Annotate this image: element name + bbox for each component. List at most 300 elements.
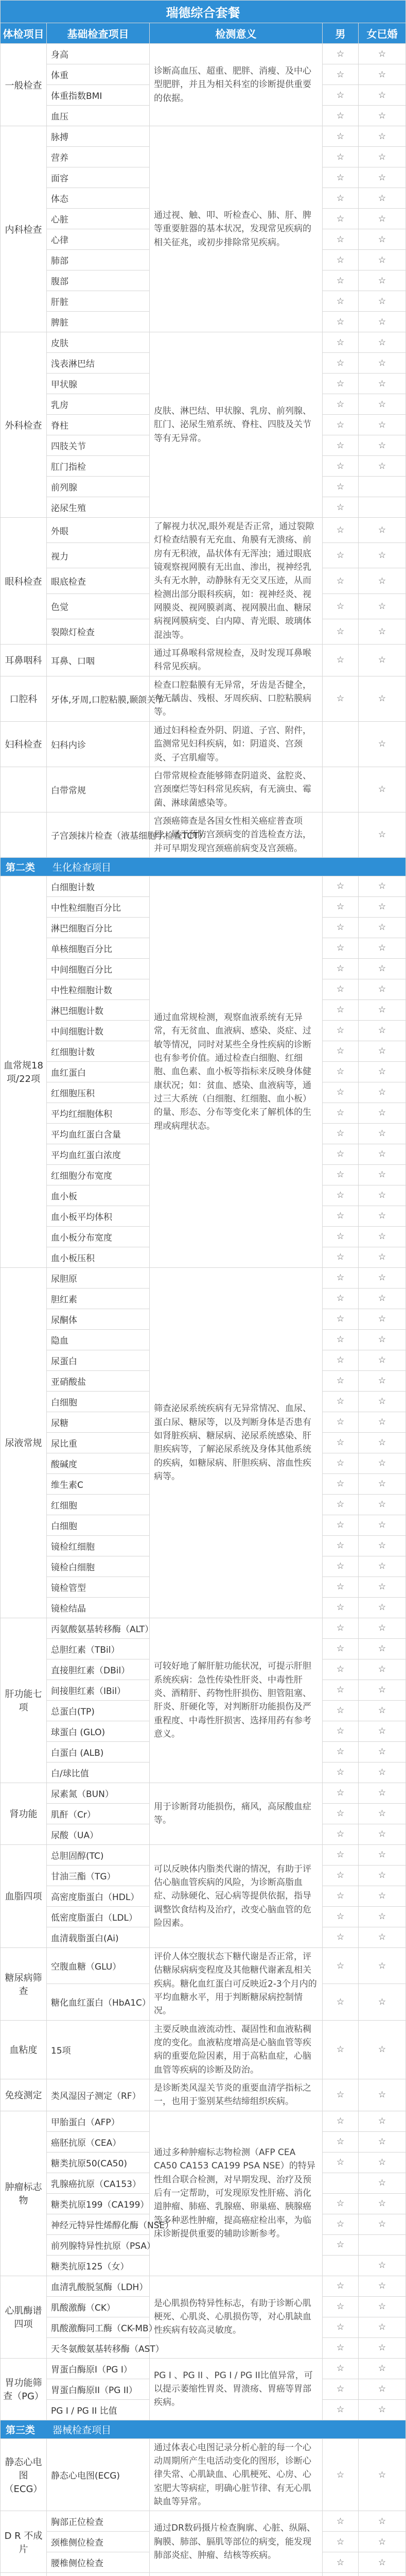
item-name: 镜检结晶 [47,1597,150,1618]
category-cell [1,2573,47,2576]
male-mark: ☆ [323,938,359,958]
item-name: 血压 [47,106,150,126]
header-row [1,23,406,44]
male-mark: ☆ [323,1453,359,1473]
item-name: 营养 [47,147,150,167]
category-cell: D R 不成片 [1,2511,47,2573]
table-row [1,1783,406,1803]
female-mark: ☆ [359,2020,406,2079]
table-row [1,1844,406,1865]
item-name: 颈椎侧位检查 [47,2532,150,2552]
female-mark: ☆ [359,1721,406,1741]
item-name: 体重指数BMI [47,85,150,106]
male-mark: ☆ [323,2532,359,2552]
male-mark: ☆ [323,1494,359,1515]
item-name: 心脏 [47,209,150,229]
female-mark: ☆ [359,1783,406,1803]
male-mark: ☆ [323,209,359,229]
item-name: 中间细胞百分比 [47,958,150,979]
female-mark: ☆ [359,1103,406,1123]
male-mark: ☆ [323,1329,359,1350]
female-mark: ☆ [359,1803,406,1824]
female-mark: ☆ [359,415,406,435]
male-mark: ☆ [323,415,359,435]
female-mark: ☆ [359,44,406,64]
male-mark: ☆ [323,1721,359,1741]
category-cell: 一般检查 [1,44,47,126]
item-name: 胃蛋白酶原II（PG II） [47,2379,150,2399]
item-name: 前列腺 [47,477,150,497]
female-mark: ☆ [359,1329,406,1350]
male-mark: ☆ [323,2214,359,2234]
male-mark: ☆ [323,1577,359,1597]
table-row [1,2276,406,2296]
table-row [1,126,406,147]
meaning-cell: 可以反映体内脂类代谢的情况，有助于评估心脑血管疾病的风险，为诊断高脂血症、动脉硬化、冠心病等提供依据，指导调整饮食结构及治疗，改变心脑血管的危险因素。 [150,1844,323,1947]
female-mark: ☆ [359,2276,406,2296]
male-mark: ☆ [323,1144,359,1164]
meaning-cell: 通过妇科检查外阴、阴道、子宫、附件，监测常见妇科疾病，如：阴道炎、宫颈炎、子宫肌瘤等。 [150,721,323,767]
item-name: 淋巴细胞计数 [47,999,150,1020]
female-mark: ☆ [359,2152,406,2173]
table-row [1,1618,406,1638]
header-male: 男 [323,23,359,44]
male-mark: ☆ [323,2438,359,2511]
header-female-married: 女已婚 [359,23,406,44]
male-mark: ☆ [323,1515,359,1535]
female-mark: ☆ [359,1391,406,1412]
male-mark: ☆ [323,2399,359,2420]
female-mark: ☆ [359,1515,406,1535]
female-mark: ☆ [359,1906,406,1927]
female-mark: ☆ [359,2532,406,2552]
item-name: 中间细胞计数 [47,1020,150,1041]
male-mark: ☆ [323,1206,359,1226]
category-cell: 胃功能筛查（PG） [1,2358,47,2420]
male-mark [323,2573,359,2576]
item-name: 直接胆红素（DBil） [47,1659,150,1680]
female-mark: ☆ [359,1082,406,1103]
item-name: 酸碱度 [47,1453,150,1473]
male-mark: ☆ [323,1824,359,1844]
category-cell [1,767,47,812]
female-mark: ☆ [359,1370,406,1391]
meaning-cell: 诊断高血压、超重、肥胖、消瘦、及中心型肥胖，并且为相关科室的诊断提供重要的依据。 [150,44,323,126]
male-mark: ☆ [323,1783,359,1803]
category-cell: 血常规18项/22项 [1,876,47,1267]
female-mark: ☆ [359,2111,406,2131]
male-mark: ☆ [323,1164,359,1185]
item-name: 丙氨酸氨基转移酶（ALT） [47,1618,150,1638]
item-name: 白细胞 [47,1391,150,1412]
item-name: 尿素氮（BUN） [47,1783,150,1803]
male-mark: ☆ [323,1618,359,1638]
male-mark: ☆ [323,543,359,568]
female-mark: ☆ [359,1350,406,1370]
item-name: 腹部 [47,270,150,291]
item-name: 类风湿因子测定（RF） [47,2079,150,2111]
female-mark: ☆ [359,1700,406,1721]
category-cell: 口腔科 [1,676,47,721]
item-name: 天冬氨酸氨基转移酶（AST） [47,2337,150,2358]
category-cell: 免疫测定 [1,2079,47,2111]
female-mark: ☆ [359,1123,406,1144]
item-name: 尿胆原 [47,1267,150,1288]
table-row [1,2511,406,2532]
section-label: 第二类 [6,861,36,873]
item-name: 血小板 [47,1185,150,1206]
female-mark: ☆ [359,594,406,619]
table-row [1,2573,406,2576]
female-mark: ☆ [359,721,406,767]
category-cell: 肾功能 [1,1783,47,1844]
male-mark: ☆ [323,1700,359,1721]
female-mark: ☆ [359,958,406,979]
meaning-cell: 通过血常规检测，观察血液系统有无异常，有无贫血、血液病、感染、炎症、过敏等情况，同时对某些全身性疾病的诊断也有参考价值。通过检查白细胞、红细胞、血色素、血小板等指标来反映身体健康状况；如：贫血、感染、血液病等，通过三大系统（白细胞、红细胞、血小板）的量、形态、分布等变化来了解机体的生理或病理状态。 [150,876,323,1267]
female-mark: ☆ [359,106,406,126]
female-mark [359,497,406,518]
male-mark: ☆ [323,518,359,543]
item-name: 肌酸激酶同工酶（CK-MB） [47,2317,150,2337]
male-mark: ☆ [323,394,359,415]
female-mark: ☆ [359,147,406,167]
item-name: 甲胎蛋白（AFP） [47,2111,150,2131]
item-name: 外眼 [47,518,150,543]
female-mark: ☆ [359,1288,406,1309]
section-name: 生化检查项目 [52,861,112,873]
male-mark: ☆ [323,1041,359,1061]
male-mark: ☆ [323,2296,359,2317]
item-name: 空腹血糖（GLU） [47,1947,150,1984]
item-name: 胆红素 [47,1288,150,1309]
male-mark: ☆ [323,999,359,1020]
item-name: 平均红细胞体积 [47,1103,150,1123]
meaning-cell: 了解视力状况,眼外观是否正常，通过裂隙灯检查结膜有无充血、角膜有无溃疡、前房有无积液，晶状体有无浑浊；通过眼底镜观察视网膜有无出血、渗出，视神经乳头有无水肿，动静脉有无交叉压迹，从而检测出部分眼科疾病，如：视神经炎、视网膜炎、视网膜剥离、视网膜出血、糖尿病视网膜病变、白内障、青光眼、玻璃体混浊等。 [150,518,323,645]
meaning-cell: 主要反映血液流动性、凝固性和血液粘稠度的变化。血液粘度增高是心脑血管等疾病的重要危险因素，用于高粘血症，心脑血管等疾病的诊断及防治。 [150,2020,323,2079]
female-mark: ☆ [359,209,406,229]
female-mark: ☆ [359,2399,406,2420]
male-mark: ☆ [323,1350,359,1370]
male-mark: ☆ [323,2131,359,2152]
meaning-cell: PG I 、PG II 、PG I / PG II比值异常，可以提示萎缩性胃炎、胃溃疡、胃癌等胃部疾病。 [150,2358,323,2420]
female-mark: ☆ [359,1535,406,1556]
male-mark: ☆ [323,1865,359,1886]
female-mark: ☆ [359,167,406,188]
item-name [47,2573,150,2576]
male-mark: ☆ [323,2079,359,2111]
category-cell: 妇科检查 [1,721,47,767]
male-mark: ☆ [323,2552,359,2573]
item-name: 体重 [47,64,150,85]
female-mark: ☆ [359,645,406,676]
female-mark: ☆ [359,1412,406,1432]
title-row [1,1,406,23]
item-name: 糖类抗原125（女） [47,2255,150,2276]
female-mark: ☆ [359,126,406,147]
male-mark: ☆ [323,44,359,64]
table-row [1,2358,406,2379]
male-mark [323,2173,359,2193]
female-mark: ☆ [359,2214,406,2234]
male-mark: ☆ [323,188,359,209]
item-name: 镜检管型 [47,1577,150,1597]
table-row [1,767,406,812]
male-mark: ☆ [323,2337,359,2358]
female-mark: ☆ [359,1432,406,1453]
female-mark: ☆ [359,1618,406,1638]
item-name: 静态心电图(ECG) [47,2438,150,2511]
item-name: 心律 [47,229,150,250]
female-mark: ☆ [359,1020,406,1041]
male-mark: ☆ [323,1370,359,1391]
male-mark: ☆ [323,1556,359,1577]
male-mark: ☆ [323,1432,359,1453]
female-mark: ☆ [359,896,406,917]
item-name: 泌尿生殖 [47,497,150,518]
female-mark: ☆ [359,2358,406,2379]
female-mark: ☆ [359,374,406,394]
item-name: 平均血红蛋白含量 [47,1123,150,1144]
male-mark: ☆ [323,64,359,85]
female-mark: ☆ [359,1824,406,1844]
male-mark: ☆ [323,594,359,619]
female-mark: ☆ [359,568,406,594]
female-mark: ☆ [359,270,406,291]
male-mark: ☆ [323,917,359,938]
female-mark: ☆ [359,456,406,477]
female-mark: ☆ [359,676,406,721]
table-row [1,1267,406,1288]
meaning-cell: 白带常规检查能够筛查阴道炎、盆腔炎、宫颈糜烂等妇科常见疾病，有无滴虫、霉菌、淋球菌感染等。 [150,767,323,812]
item-name: 胸部正位检查 [47,2511,150,2532]
female-mark: ☆ [359,1185,406,1206]
table-row [1,2020,406,2079]
item-name: 白带常规 [47,767,150,812]
male-mark: ☆ [323,958,359,979]
male-mark: ☆ [323,312,359,332]
female-mark: ☆ [359,1061,406,1082]
table-row [1,44,406,64]
item-name: 神经元特异性烯醇化酶（NSE） [47,2214,150,2234]
item-name: 身高 [47,44,150,64]
item-name: 腰椎侧位检查 [47,2552,150,2573]
category-cell: 眼科检查 [1,518,47,645]
female-mark: ☆ [359,2379,406,2399]
item-name: 平均血红蛋白浓度 [47,1144,150,1164]
item-name: 尿蛋白 [47,1350,150,1370]
item-name: 糖化血红蛋白（HbA1C） [47,1984,150,2020]
female-mark: ☆ [359,1680,406,1700]
female-mark [359,477,406,497]
male-mark: ☆ [323,1803,359,1824]
category-cell: 血脂四项 [1,1844,47,1947]
female-mark: ☆ [359,2438,406,2511]
item-name: 血红蛋白 [47,1061,150,1082]
item-name: 乳房 [47,394,150,415]
meaning-cell: 通过DR数码摄片检查胸廓、心脏、纵隔、胸膜、肺部、膈肌等部位的病变，能发现肺部炎症、肿瘤、结核等疾病。 [150,2511,323,2573]
item-name: 总胆红素（TBil） [47,1638,150,1659]
table-row [1,721,406,767]
female-mark: ☆ [359,332,406,353]
male-mark: ☆ [323,1061,359,1082]
table-row [1,676,406,721]
male-mark: ☆ [323,1947,359,1984]
item-name: 血小板压积 [47,1247,150,1267]
item-name: 体态 [47,188,150,209]
male-mark: ☆ [323,353,359,374]
category-cell: 内科检查 [1,126,47,332]
female-mark: ☆ [359,1494,406,1515]
female-mark: ☆ [359,1659,406,1680]
male-mark: ☆ [323,2379,359,2399]
female-mark: ☆ [359,2511,406,2532]
meaning-cell: 是诊断类风湿关节炎的重要血清学指标之一，也用于鉴别某些结缔组织疾病。 [150,2079,323,2111]
category-cell: 肿瘤标志物 [1,2111,47,2276]
item-name: 镜检红细胞 [47,1535,150,1556]
item-name: 眼底检查 [47,568,150,594]
male-mark: ☆ [323,1762,359,1783]
male-mark [323,721,359,767]
female-mark: ☆ [359,1226,406,1247]
male-mark: ☆ [323,1103,359,1123]
male-mark: ☆ [323,568,359,594]
female-mark: ☆ [359,312,406,332]
female-mark: ☆ [359,1164,406,1185]
item-name: 红细胞压积 [47,1082,150,1103]
item-name: 维生素C [47,1473,150,1494]
female-mark: ☆ [359,1556,406,1577]
female-mark: ☆ [359,229,406,250]
table-row [1,645,406,676]
female-mark: ☆ [359,619,406,644]
item-name: 红细胞计数 [47,1041,150,1061]
female-mark: ☆ [359,518,406,543]
male-mark: ☆ [323,477,359,497]
item-name: 尿酸（UA） [47,1824,150,1844]
item-name: 血清载脂蛋白(Ai) [47,1927,150,1947]
female-mark: ☆ [359,1927,406,1947]
item-name: 肺部 [47,250,150,270]
meaning-cell: 通过耳鼻喉科常规检查，及时发现耳鼻喉科常见疾病。 [150,645,323,676]
item-name: 甲状腺 [47,374,150,394]
item-name: 耳鼻、口咽 [47,645,150,676]
female-mark: ☆ [359,876,406,896]
category-cell: 糖尿病筛查 [1,1947,47,2020]
male-mark: ☆ [323,2234,359,2255]
item-name: 高密度脂蛋白（HDL） [47,1886,150,1906]
item-name: 脉搏 [47,126,150,147]
male-mark: ☆ [323,619,359,644]
male-mark: ☆ [323,1082,359,1103]
male-mark: ☆ [323,497,359,518]
item-name: 脊柱 [47,415,150,435]
male-mark: ☆ [323,2152,359,2173]
female-mark: ☆ [359,2079,406,2111]
section-name: 器械检查项目 [52,2424,112,2436]
item-name: 四肢关节 [47,435,150,456]
male-mark: ☆ [323,435,359,456]
item-name: 隐血 [47,1329,150,1350]
item-name: 癌胚抗原（CEA） [47,2131,150,2152]
male-mark: ☆ [323,147,359,167]
item-name: 间接胆红素（IBil） [47,1680,150,1700]
item-name: 红细胞 [47,1494,150,1515]
male-mark: ☆ [323,1741,359,1762]
male-mark: ☆ [323,1638,359,1659]
meaning-cell: 是心肌损伤特异性标志，有助于诊断心肌梗死、心肌炎、心肌损伤等，对心肌缺血性疾病有较高灵敏度。 [150,2276,323,2358]
female-mark: ☆ [359,543,406,568]
female-mark: ☆ [359,2296,406,2317]
meaning-cell: 宫颈癌筛查是各国女性相关癌症普查项目，属于预防宫颈病变的首选检查方法，并可早期发现宫颈癌前病变及宫颈癌。 [150,812,323,857]
male-mark [323,767,359,812]
item-name: 糖类抗原50(CA50) [47,2152,150,2173]
male-mark [323,812,359,857]
meaning-cell: 通过多种肿瘤标志物检测（AFP CEA CA50 CA153 CA199 PSA NSE）的特异性组合联合检测，对早期发现、治疗及预后有一定帮助，可发现原发性肝癌、消化道肿瘤、肺癌、乳腺癌、卵巢癌、胰腺癌等多种恶性肿瘤，提高癌症检出率，为临床诊断提供重要的辅助诊断参考。 [150,2111,323,2276]
item-name: 镜检白细胞 [47,1556,150,1577]
item-name: 总蛋白(TP) [47,1700,150,1721]
female-mark: ☆ [359,291,406,312]
male-mark: ☆ [323,126,359,147]
female-mark: ☆ [359,767,406,812]
male-mark: ☆ [323,1597,359,1618]
item-name: 亚硝酸盐 [47,1370,150,1391]
male-mark: ☆ [323,291,359,312]
male-mark: ☆ [323,1185,359,1206]
female-mark: ☆ [359,353,406,374]
item-name: 视力 [47,543,150,568]
female-mark: ☆ [359,1741,406,1762]
item-name: 肌酐（Cr） [47,1803,150,1824]
item-name: 乳腺癌抗原（CA153） [47,2173,150,2193]
female-mark: ☆ [359,1206,406,1226]
male-mark: ☆ [323,1267,359,1288]
male-mark: ☆ [323,2511,359,2532]
male-mark: ☆ [323,106,359,126]
male-mark: ☆ [323,1984,359,2020]
male-mark [323,2255,359,2276]
item-name: 球蛋白 (GLO) [47,1721,150,1741]
female-mark: ☆ [359,979,406,999]
male-mark: ☆ [323,456,359,477]
female-mark: ☆ [359,250,406,270]
female-mark: ☆ [359,2131,406,2152]
section-header [1,2420,406,2438]
female-mark [359,2234,406,2255]
section-row [1,2420,406,2438]
male-mark: ☆ [323,1473,359,1494]
male-mark: ☆ [323,1391,359,1412]
male-mark: ☆ [323,1659,359,1680]
male-mark: ☆ [323,1123,359,1144]
item-name: PG I / PG II 比值 [47,2399,150,2420]
item-name: 白蛋白 (ALB) [47,1741,150,1762]
female-mark: ☆ [359,1886,406,1906]
female-mark: ☆ [359,1597,406,1618]
table-row [1,518,406,543]
item-name: 面容 [47,167,150,188]
female-mark: ☆ [359,1865,406,1886]
item-name: 肝脏 [47,291,150,312]
male-mark: ☆ [323,1535,359,1556]
male-mark: ☆ [323,374,359,394]
item-name: 尿糖 [47,1412,150,1432]
male-mark: ☆ [323,2317,359,2337]
table-row [1,876,406,896]
female-mark: ☆ [359,917,406,938]
female-mark: ☆ [359,2552,406,2573]
male-mark: ☆ [323,2276,359,2296]
male-mark: ☆ [323,2020,359,2079]
